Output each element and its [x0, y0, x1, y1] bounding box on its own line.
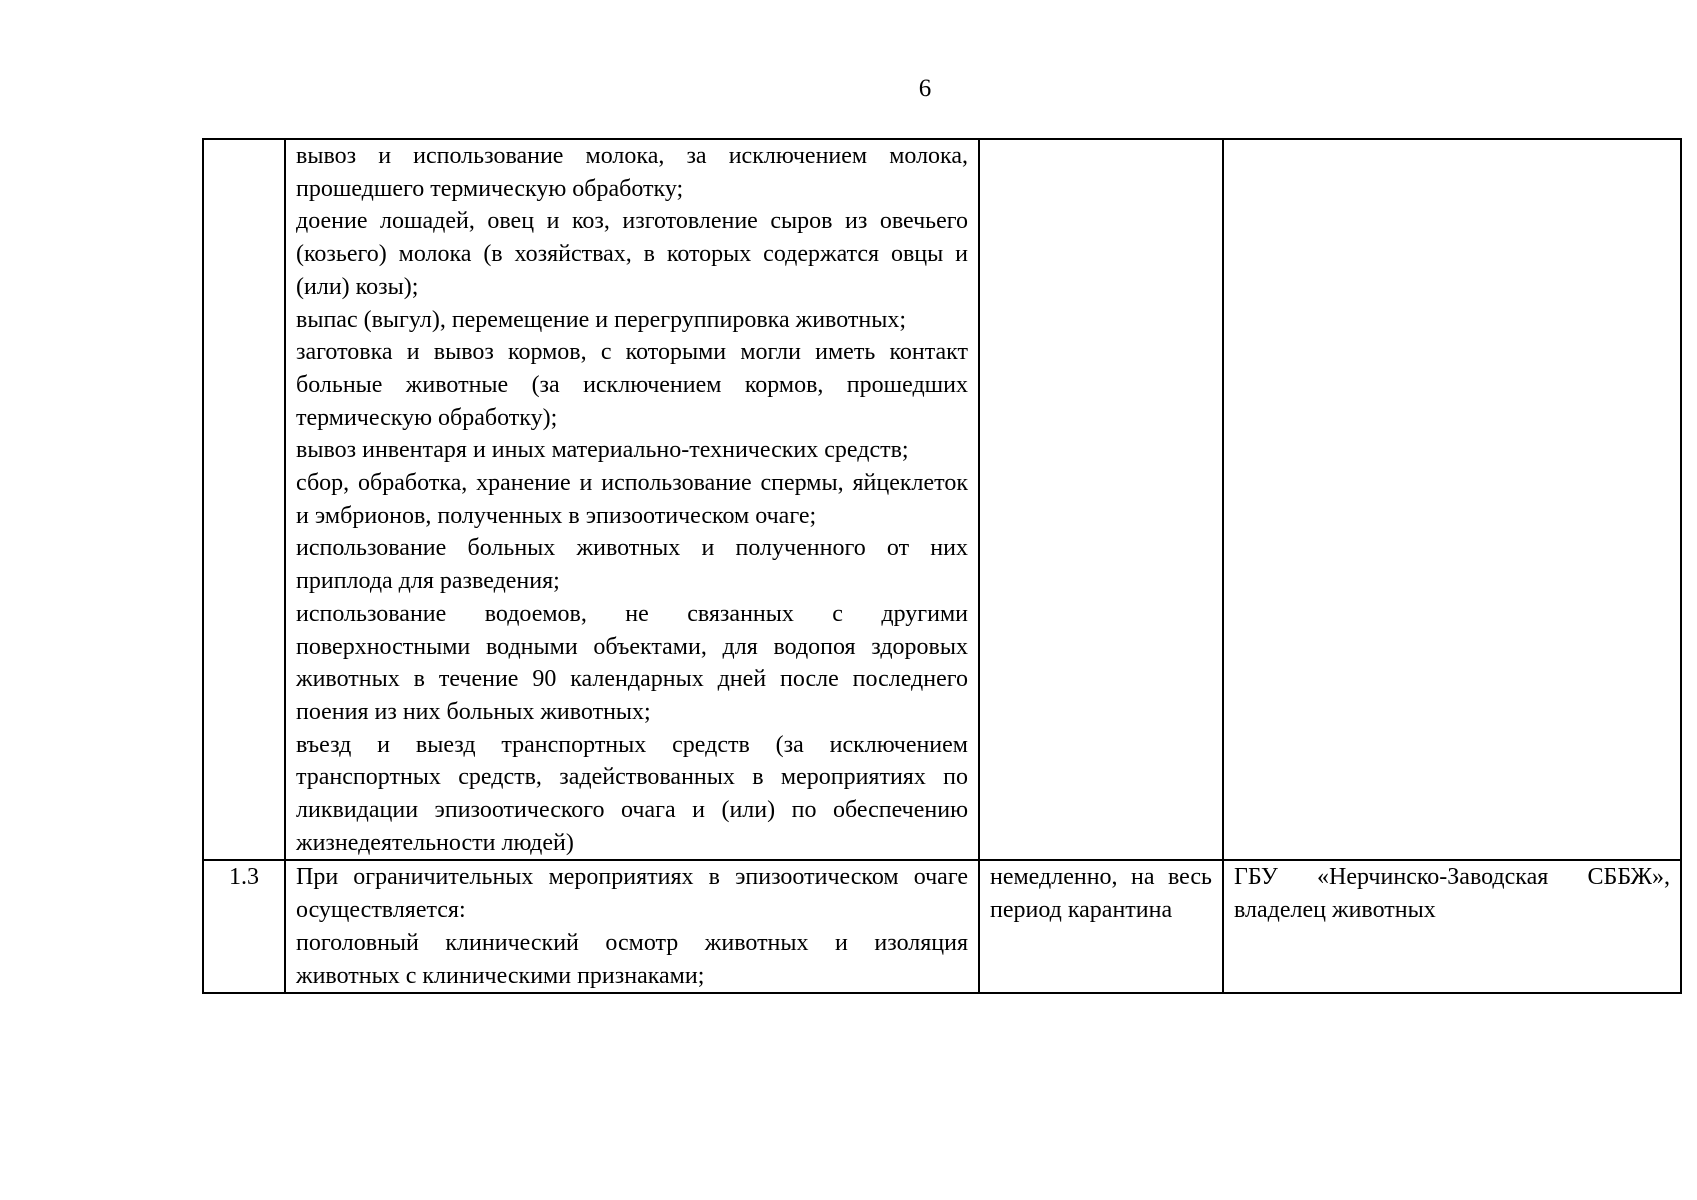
- measures-cell: [285, 860, 979, 993]
- responsible-text: ГБУ «Нерчинско-Заводская СББЖ», владелец животных: [1234, 864, 1670, 924]
- table-row: [203, 139, 1681, 860]
- row-number-cell: 1.3: [203, 860, 285, 993]
- measure-item: сбор, обработка, хранение и использование спермы, яйцеклеток и эмбрионов, полученных в эпизоотическом очаге;: [296, 470, 968, 529]
- page-number: 6: [918, 75, 932, 102]
- measure-item: использование водоемов, не связанных с другими поверхностными водными объектами, для водопоя здоровых животных в течение 90 календарных дней после последнего поения из них больных животных;: [296, 600, 968, 725]
- measure-item: выпас (выгул), перемещение и перегруппировка животных;: [296, 306, 907, 333]
- term-text: немедленно, на весь период карантина: [990, 864, 1212, 924]
- measure-item: въезд и выезд транспортных средств (за исключением транспортных средств, задействованных в мероприятиях по ликвидации эпизоотического очага и (или) по обеспечению жизнедеятельности людей): [296, 731, 968, 856]
- responsible-cell: [1223, 139, 1681, 860]
- measure-item: доение лошадей, овец и коз, изготовление сыров из овечьего (козьего) молока (в хозяйствах, в которых содержатся овцы и (или) козы);: [296, 208, 968, 300]
- term-cell: [979, 860, 1223, 993]
- measure-item: заготовка и вывоз кормов, с которыми могли иметь контакт больные животные (за исключением кормов, прошедших термическую обработку);: [296, 339, 968, 431]
- table-row: [203, 860, 1681, 993]
- measures-table: [202, 138, 1682, 994]
- term-cell: [979, 139, 1223, 860]
- measure-item: вывоз и использование молока, за исключением молока, прошедшего термическую обработку;: [296, 143, 968, 202]
- responsible-cell: [1223, 860, 1681, 993]
- measures-cell: [285, 139, 979, 860]
- measure-item: При ограничительных мероприятиях в эпизоотическом очаге осуществляется:: [296, 864, 968, 924]
- measure-item: вывоз инвентаря и иных материально-технических средств;: [296, 437, 909, 464]
- measure-item: использование больных животных и полученного от них приплода для разведения;: [296, 535, 968, 595]
- measure-item: поголовный клинический осмотр животных и изоляция животных с клиническими признаками;: [296, 929, 968, 989]
- row-number-cell: [203, 139, 285, 860]
